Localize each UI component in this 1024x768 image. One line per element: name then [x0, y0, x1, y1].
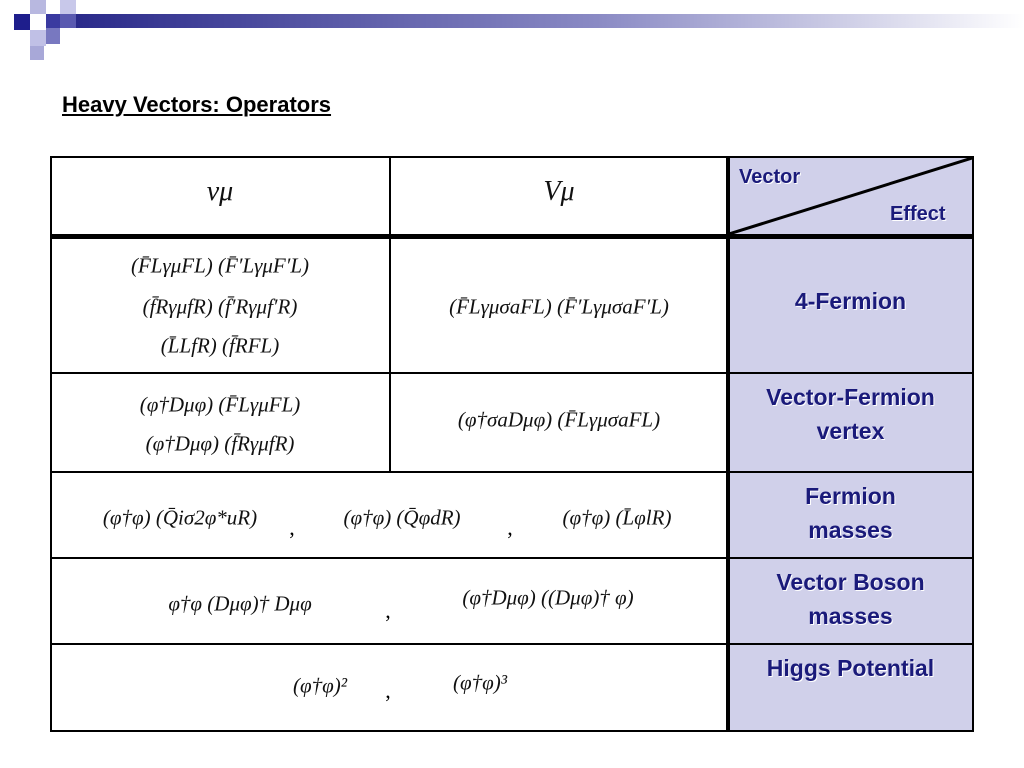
column-divider [389, 156, 391, 473]
row3-op: (φ†φ) (Q̄φdR) [343, 505, 461, 530]
row4-op: (φ†Dμφ) ((Dμφ)† φ) [462, 585, 634, 610]
row1-col1-op: (f̄RγμfR) (f̄′Rγμf′R) [142, 294, 298, 319]
effect-label-higgs-potential: Higgs Potential [766, 655, 935, 681]
operators-table [50, 156, 974, 732]
row2-col2-op: (φ†σaDμφ) (F̄LγμσaFL) [457, 407, 661, 432]
slide-header-decoration [0, 0, 1024, 70]
separator-comma: , [289, 515, 295, 540]
separator-comma: , [507, 515, 513, 540]
row1-col1-op: (L̄LfR) (f̄RFL) [160, 333, 280, 358]
slide-title: Heavy Vectors: Operators [62, 92, 332, 117]
effect-label-vector-fermion-vertex: Vector-Fermion vertex [766, 384, 935, 444]
effect-label-vector-boson-masses: Vector Boson masses [776, 569, 925, 629]
header-divider [50, 234, 974, 239]
row-divider [50, 557, 974, 559]
row5-op: (φ†φ)² [292, 673, 348, 698]
header-corner-vector: Vector [739, 166, 801, 188]
row4-op: φ†φ (Dμφ)† Dμφ [168, 591, 312, 616]
header-vmu-large: Vμ [543, 176, 575, 207]
row3-op: (φ†φ) (L̄φlR) [562, 505, 672, 530]
separator-comma: , [385, 598, 391, 623]
effect-label-fermion-masses: Fermion masses [805, 483, 896, 543]
row3-op: (φ†φ) (Q̄iσ2φ*uR) [102, 505, 258, 530]
row2-col1-op: (φ†Dμφ) (F̄LγμFL) [139, 392, 301, 417]
row2-col1-op: (φ†Dμφ) (f̄RγμfR) [145, 431, 295, 456]
effect-label-4-fermion: 4-Fermion [794, 288, 907, 314]
row-divider [50, 643, 974, 645]
row-divider [50, 372, 974, 374]
header-corner-effect: Effect [890, 203, 946, 225]
row5-op: (φ†φ)³ [452, 670, 508, 695]
row1-col1-op: (F̄LγμFL) (F̄′LγμF′L) [130, 253, 310, 278]
header-vmu-small: vμ [206, 176, 234, 207]
row-divider [50, 471, 974, 473]
row1-col2-op: (F̄LγμσaFL) (F̄′LγμσaF′L) [449, 294, 669, 319]
separator-comma: , [385, 678, 391, 703]
